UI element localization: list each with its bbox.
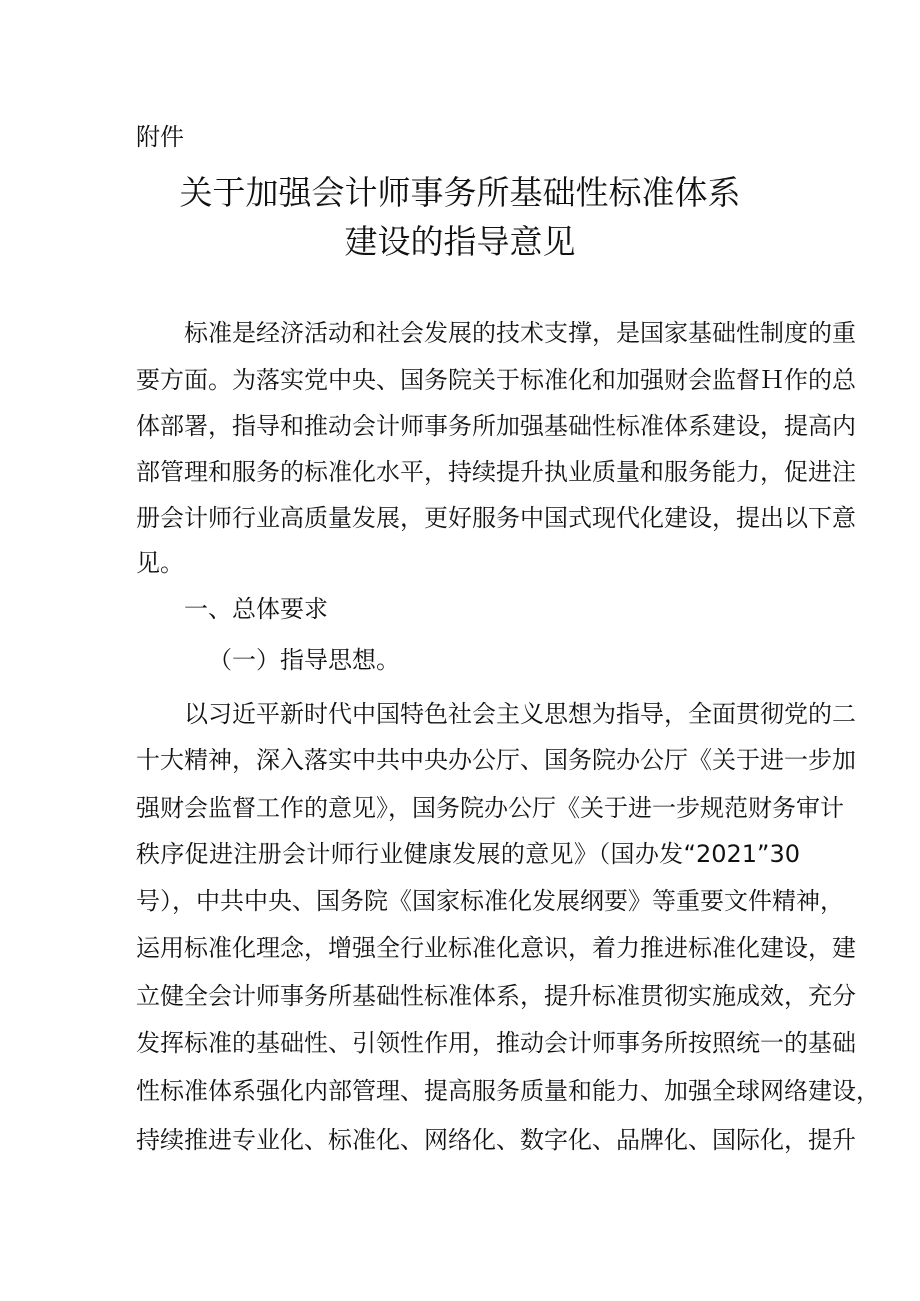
guiding-paragraph-line: 性标准体系强化内部管理、提高服务质量和能力、加强全球网络建设， <box>136 1077 880 1105</box>
guiding-paragraph-line: 秩序促进注册会计师行业健康发展的意见》（国办发“2021”30 <box>136 840 800 868</box>
guiding-paragraph-line: 十大精神，深入落实中共中央办公厅、国务院办公厅《关于进一步加 <box>136 746 856 774</box>
document-title-line-2: 建设的指导意见 <box>344 222 576 261</box>
intro-paragraph-line: 要方面。为落实党中央、国务院关于标准化和加强财会监督Ｈ作的总 <box>136 366 856 394</box>
guiding-paragraph-line: 号），中共中央、国务院《国家标准化发展纲要》等重要文件精神， <box>136 887 844 915</box>
guiding-paragraph-line: 持续推进专业化、标准化、网络化、数字化、品牌化、国际化，提升 <box>136 1126 856 1154</box>
guiding-paragraph-line: 运用标准化理念，增强全行业标准化意识，着力推进标准化建设，建 <box>136 934 856 962</box>
subsection-heading: （一）指导思想。 <box>208 646 400 674</box>
intro-paragraph-line: 见。 <box>136 549 184 577</box>
section-heading: 一、总体要求 <box>184 595 328 623</box>
document-title-line-1: 关于加强会计师事务所基础性标准体系 <box>179 173 741 212</box>
guiding-paragraph-line: 发挥标准的基础性、引领性作用，推动会计师事务所按照统一的基础 <box>136 1029 856 1057</box>
guiding-paragraph-line: 强财会监督工作的意见》，国务院办公厅《关于进一步规范财务审计 <box>136 794 844 822</box>
attachment-label: 附件 <box>136 123 184 151</box>
intro-paragraph-line: 标准是经济活动和社会发展的技术支撑，是国家基础性制度的重 <box>184 319 856 347</box>
intro-paragraph-line: 部管理和服务的标准化水平，持续提升执业质量和服务能力，促进注 <box>136 458 856 486</box>
guiding-paragraph-line: 以习近平新时代中国特色社会主义思想为指导，全面贯彻党的二 <box>184 700 856 728</box>
intro-paragraph-line: 册会计师行业高质量发展，更好服务中国式现代化建设，提出以下意 <box>136 504 856 532</box>
guiding-paragraph-line: 立健全会计师事务所基础性标准体系，提升标准贯彻实施成效，充分 <box>136 982 856 1010</box>
intro-paragraph-line: 体部署，指导和推动会计师事务所加强基础性标准体系建设，提高内 <box>136 412 856 440</box>
